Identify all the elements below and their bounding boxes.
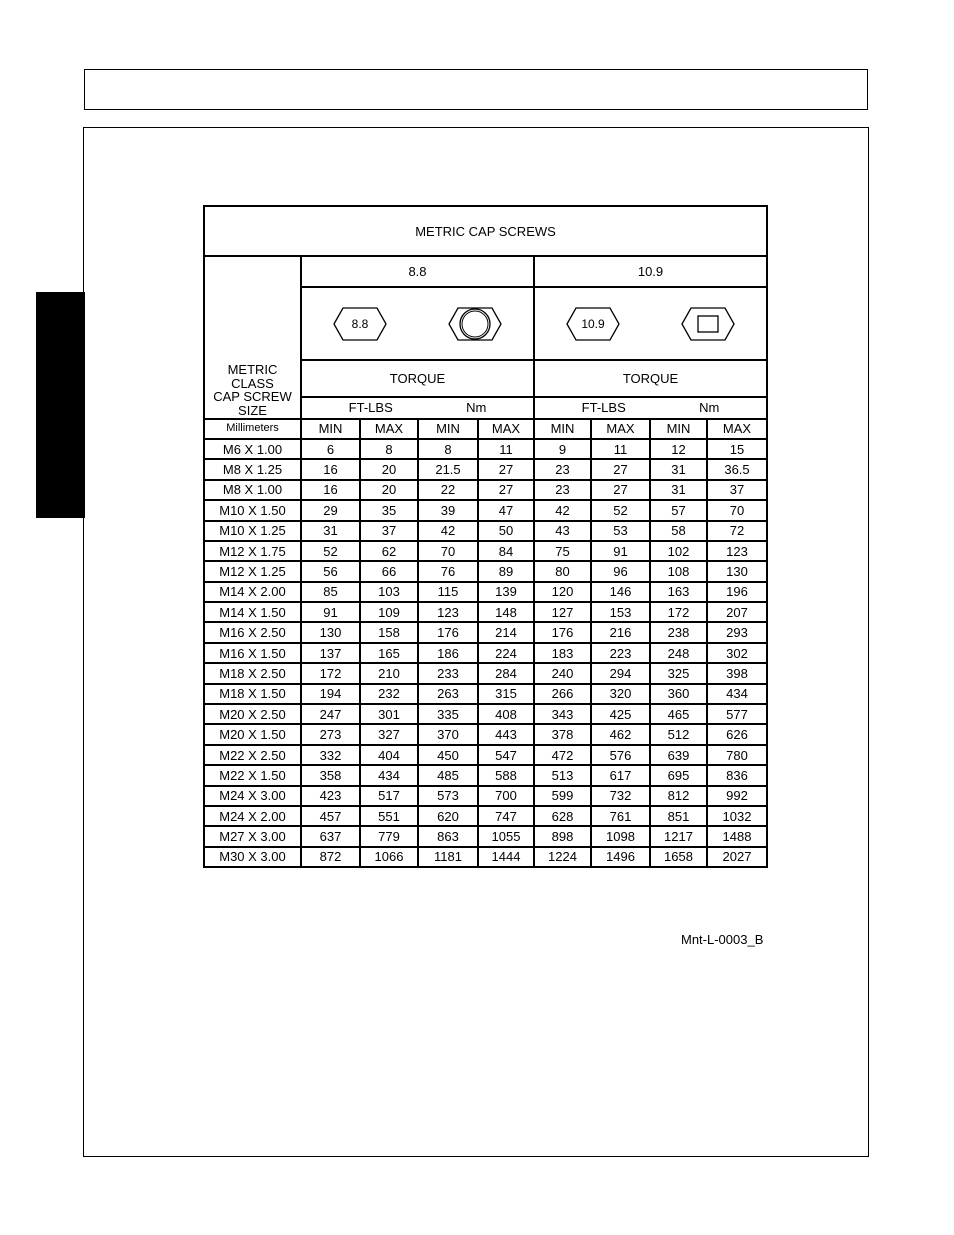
torque-value-cell: 56	[301, 561, 360, 581]
screw-size-cell: M24 X 2.00	[204, 806, 301, 826]
torque-value-cell: 551	[360, 806, 418, 826]
column-header: MAX	[591, 419, 650, 439]
hex-head-square-icon	[680, 306, 736, 342]
torque-value-cell: 123	[418, 602, 478, 622]
torque-value-cell: 248	[650, 643, 707, 663]
unit-ft-lbs: FT-LBS	[348, 400, 393, 416]
torque-value-cell: 588	[478, 765, 534, 785]
torque-value-cell: 35	[360, 500, 418, 520]
torque-value-cell: 224	[478, 643, 534, 663]
torque-value-cell: 42	[534, 500, 591, 520]
torque-value-cell: 434	[360, 765, 418, 785]
torque-value-cell: 196	[707, 582, 767, 602]
torque-value-cell: 66	[360, 561, 418, 581]
screw-size-cell: M8 X 1.25	[204, 459, 301, 479]
torque-value-cell: 91	[591, 541, 650, 561]
torque-value-cell: 851	[650, 806, 707, 826]
torque-value-cell: 53	[591, 521, 650, 541]
torque-value-cell: 315	[478, 684, 534, 704]
torque-value-cell: 186	[418, 643, 478, 663]
screw-size-cell: M16 X 1.50	[204, 643, 301, 663]
table-row	[204, 439, 767, 459]
torque-value-cell: 512	[650, 724, 707, 744]
torque-value-cell: 21.5	[418, 459, 478, 479]
torque-value-cell: 577	[707, 704, 767, 724]
torque-value-cell: 89	[478, 561, 534, 581]
torque-value-cell: 216	[591, 622, 650, 642]
torque-value-cell: 214	[478, 622, 534, 642]
torque-value-cell: 637	[301, 826, 360, 846]
screw-size-cell: M14 X 1.50	[204, 602, 301, 622]
torque-value-cell: 240	[534, 663, 591, 683]
table-row	[204, 561, 767, 581]
table-row	[204, 786, 767, 806]
torque-value-cell: 836	[707, 765, 767, 785]
torque-value-cell: 23	[534, 459, 591, 479]
torque-value-cell: 273	[301, 724, 360, 744]
torque-value-cell: 137	[301, 643, 360, 663]
torque-value-cell: 1496	[591, 847, 650, 867]
torque-value-cell: 16	[301, 480, 360, 500]
torque-value-cell: 52	[591, 500, 650, 520]
torque-value-cell: 465	[650, 704, 707, 724]
torque-value-cell: 1488	[707, 826, 767, 846]
column-header: MAX	[707, 419, 767, 439]
torque-value-cell: 183	[534, 643, 591, 663]
torque-value-cell: 91	[301, 602, 360, 622]
screw-size-cell: M30 X 3.00	[204, 847, 301, 867]
torque-value-cell: 84	[478, 541, 534, 561]
torque-value-cell: 103	[360, 582, 418, 602]
screw-size-cell: M18 X 2.50	[204, 663, 301, 683]
torque-value-cell: 378	[534, 724, 591, 744]
torque-value-cell: 31	[650, 459, 707, 479]
grade-10-9-icons	[534, 287, 767, 359]
screw-size-cell: M27 X 3.00	[204, 826, 301, 846]
torque-value-cell: 70	[418, 541, 478, 561]
page-header-box	[84, 69, 868, 110]
torque-value-cell: 404	[360, 745, 418, 765]
table-row	[204, 602, 767, 622]
screw-size-cell: M10 X 1.25	[204, 521, 301, 541]
document-code: Mnt-L-0003_B	[681, 932, 764, 947]
torque-value-cell: 284	[478, 663, 534, 683]
torque-value-cell: 108	[650, 561, 707, 581]
torque-value-cell: 1444	[478, 847, 534, 867]
torque-value-cell: 425	[591, 704, 650, 724]
torque-value-cell: 325	[650, 663, 707, 683]
torque-value-cell: 223	[591, 643, 650, 663]
table-row	[204, 480, 767, 500]
torque-value-cell: 20	[360, 459, 418, 479]
torque-value-cell: 27	[591, 459, 650, 479]
torque-value-cell: 732	[591, 786, 650, 806]
torque-value-cell: 109	[360, 602, 418, 622]
torque-value-cell: 176	[418, 622, 478, 642]
table-row	[204, 582, 767, 602]
torque-value-cell: 176	[534, 622, 591, 642]
column-header: MAX	[360, 419, 418, 439]
svg-text:8.8: 8.8	[351, 316, 369, 331]
torque-value-cell: 1217	[650, 826, 707, 846]
torque-value-cell: 1181	[418, 847, 478, 867]
screw-size-cell: M14 X 2.00	[204, 582, 301, 602]
screw-size-cell: M12 X 1.25	[204, 561, 301, 581]
torque-value-cell: 1055	[478, 826, 534, 846]
torque-value-cell: 96	[591, 561, 650, 581]
torque-value-cell: 872	[301, 847, 360, 867]
torque-value-cell: 639	[650, 745, 707, 765]
torque-value-cell: 517	[360, 786, 418, 806]
torque-value-cell: 343	[534, 704, 591, 724]
column-header: MIN	[534, 419, 591, 439]
torque-value-cell: 450	[418, 745, 478, 765]
size-unit-cell: Millimeters	[204, 419, 301, 439]
torque-value-cell: 130	[707, 561, 767, 581]
table-row	[204, 541, 767, 561]
table-row	[204, 745, 767, 765]
torque-value-cell: 628	[534, 806, 591, 826]
screw-size-cell: M22 X 1.50	[204, 765, 301, 785]
torque-value-cell: 812	[650, 786, 707, 806]
table-row	[204, 847, 767, 867]
torque-value-cell: 37	[707, 480, 767, 500]
torque-value-cell: 302	[707, 643, 767, 663]
column-header: MIN	[650, 419, 707, 439]
grade-10-9-units	[534, 397, 767, 419]
torque-value-cell: 158	[360, 622, 418, 642]
torque-value-cell: 172	[650, 602, 707, 622]
torque-value-cell: 408	[478, 704, 534, 724]
torque-value-cell: 2027	[707, 847, 767, 867]
torque-value-cell: 327	[360, 724, 418, 744]
torque-value-cell: 620	[418, 806, 478, 826]
torque-value-cell: 31	[650, 480, 707, 500]
torque-value-cell: 148	[478, 602, 534, 622]
torque-value-cell: 12	[650, 439, 707, 459]
torque-value-cell: 238	[650, 622, 707, 642]
torque-value-cell: 27	[478, 459, 534, 479]
screw-size-cell: M20 X 1.50	[204, 724, 301, 744]
table-row	[204, 806, 767, 826]
screw-size-cell: M22 X 2.50	[204, 745, 301, 765]
torque-value-cell: 1032	[707, 806, 767, 826]
torque-value-cell: 547	[478, 745, 534, 765]
torque-value-cell: 232	[360, 684, 418, 704]
size-column-header: METRIC CLASS CAP SCREW SIZE	[204, 256, 301, 419]
grade-8-8-icons	[301, 287, 534, 359]
unit-nm: Nm	[466, 400, 487, 416]
screw-size-cell: M12 X 1.75	[204, 541, 301, 561]
torque-value-cell: 62	[360, 541, 418, 561]
table-row	[204, 521, 767, 541]
torque-value-cell: 115	[418, 582, 478, 602]
torque-value-cell: 210	[360, 663, 418, 683]
unit-nm: Nm	[699, 400, 720, 416]
torque-value-cell: 1224	[534, 847, 591, 867]
torque-value-cell: 37	[360, 521, 418, 541]
column-header: MAX	[478, 419, 534, 439]
torque-value-cell: 992	[707, 786, 767, 806]
torque-value-cell: 360	[650, 684, 707, 704]
torque-value-cell: 398	[707, 663, 767, 683]
torque-value-cell: 233	[418, 663, 478, 683]
table-row	[204, 663, 767, 683]
section-tab	[36, 292, 85, 518]
torque-value-cell: 102	[650, 541, 707, 561]
torque-value-cell: 370	[418, 724, 478, 744]
table-row	[204, 684, 767, 704]
torque-value-cell: 42	[418, 521, 478, 541]
torque-value-cell: 263	[418, 684, 478, 704]
table-row	[204, 643, 767, 663]
torque-value-cell: 434	[707, 684, 767, 704]
hex-head-circle-icon	[447, 306, 503, 342]
torque-value-cell: 139	[478, 582, 534, 602]
screw-size-cell: M8 X 1.00	[204, 480, 301, 500]
torque-value-cell: 700	[478, 786, 534, 806]
torque-value-cell: 513	[534, 765, 591, 785]
torque-value-cell: 462	[591, 724, 650, 744]
torque-value-cell: 75	[534, 541, 591, 561]
torque-value-cell: 23	[534, 480, 591, 500]
torque-value-cell: 266	[534, 684, 591, 704]
torque-value-cell: 85	[301, 582, 360, 602]
torque-value-cell: 207	[707, 602, 767, 622]
torque-value-cell: 898	[534, 826, 591, 846]
torque-value-cell: 130	[301, 622, 360, 642]
torque-value-cell: 146	[591, 582, 650, 602]
torque-value-cell: 50	[478, 521, 534, 541]
torque-value-cell: 863	[418, 826, 478, 846]
torque-value-cell: 39	[418, 500, 478, 520]
torque-value-cell: 301	[360, 704, 418, 724]
torque-value-cell: 335	[418, 704, 478, 724]
torque-value-cell: 332	[301, 745, 360, 765]
torque-value-cell: 76	[418, 561, 478, 581]
torque-value-cell: 8	[418, 439, 478, 459]
torque-value-cell: 15	[707, 439, 767, 459]
table-row	[204, 765, 767, 785]
svg-text:10.9: 10.9	[581, 316, 605, 331]
torque-value-cell: 120	[534, 582, 591, 602]
torque-value-cell: 1066	[360, 847, 418, 867]
torque-value-cell: 294	[591, 663, 650, 683]
torque-value-cell: 626	[707, 724, 767, 744]
torque-value-cell: 1098	[591, 826, 650, 846]
torque-value-cell: 194	[301, 684, 360, 704]
torque-value-cell: 1658	[650, 847, 707, 867]
torque-value-cell: 599	[534, 786, 591, 806]
screw-size-cell: M18 X 1.50	[204, 684, 301, 704]
torque-value-cell: 16	[301, 459, 360, 479]
torque-value-cell: 6	[301, 439, 360, 459]
torque-value-cell: 27	[478, 480, 534, 500]
metric-cap-screw-torque-table	[203, 205, 768, 868]
table-row	[204, 500, 767, 520]
torque-value-cell: 573	[418, 786, 478, 806]
torque-value-cell: 127	[534, 602, 591, 622]
grade-8-8-torque-label: TORQUE	[301, 360, 534, 397]
table-row	[204, 459, 767, 479]
column-header: MIN	[418, 419, 478, 439]
torque-value-cell: 11	[591, 439, 650, 459]
table-row	[204, 622, 767, 642]
torque-value-cell: 172	[301, 663, 360, 683]
torque-value-cell: 747	[478, 806, 534, 826]
torque-value-cell: 31	[301, 521, 360, 541]
grade-10-9-torque-label: TORQUE	[534, 360, 767, 397]
torque-value-cell: 293	[707, 622, 767, 642]
torque-value-cell: 47	[478, 500, 534, 520]
torque-value-cell: 617	[591, 765, 650, 785]
torque-value-cell: 52	[301, 541, 360, 561]
table-row	[204, 826, 767, 846]
screw-size-cell: M10 X 1.50	[204, 500, 301, 520]
grade-8-8-units	[301, 397, 534, 419]
torque-value-cell: 123	[707, 541, 767, 561]
screw-size-cell: M24 X 3.00	[204, 786, 301, 806]
torque-value-cell: 320	[591, 684, 650, 704]
torque-value-cell: 8	[360, 439, 418, 459]
torque-value-cell: 72	[707, 521, 767, 541]
torque-value-cell: 780	[707, 745, 767, 765]
table-title: METRIC CAP SCREWS	[204, 206, 767, 256]
torque-value-cell: 9	[534, 439, 591, 459]
torque-value-cell: 779	[360, 826, 418, 846]
torque-value-cell: 11	[478, 439, 534, 459]
column-header: MIN	[301, 419, 360, 439]
torque-value-cell: 57	[650, 500, 707, 520]
hex-head-marked-icon	[565, 306, 621, 342]
torque-value-cell: 443	[478, 724, 534, 744]
torque-value-cell: 457	[301, 806, 360, 826]
torque-value-cell: 29	[301, 500, 360, 520]
screw-size-cell: M16 X 2.50	[204, 622, 301, 642]
torque-value-cell: 27	[591, 480, 650, 500]
torque-value-cell: 761	[591, 806, 650, 826]
torque-value-cell: 36.5	[707, 459, 767, 479]
torque-value-cell: 576	[591, 745, 650, 765]
grade-10-9-header: 10.9	[534, 256, 767, 287]
hex-head-marked-icon	[332, 306, 388, 342]
torque-value-cell: 247	[301, 704, 360, 724]
screw-size-cell: M20 X 2.50	[204, 704, 301, 724]
torque-value-cell: 485	[418, 765, 478, 785]
torque-value-cell: 153	[591, 602, 650, 622]
torque-value-cell: 695	[650, 765, 707, 785]
grade-8-8-header: 8.8	[301, 256, 534, 287]
torque-value-cell: 43	[534, 521, 591, 541]
torque-value-cell: 165	[360, 643, 418, 663]
torque-value-cell: 22	[418, 480, 478, 500]
torque-value-cell: 358	[301, 765, 360, 785]
table-row	[204, 704, 767, 724]
torque-value-cell: 163	[650, 582, 707, 602]
torque-value-cell: 58	[650, 521, 707, 541]
screw-size-cell: M6 X 1.00	[204, 439, 301, 459]
table-row	[204, 724, 767, 744]
torque-value-cell: 80	[534, 561, 591, 581]
torque-value-cell: 423	[301, 786, 360, 806]
torque-value-cell: 20	[360, 480, 418, 500]
torque-value-cell: 70	[707, 500, 767, 520]
unit-ft-lbs: FT-LBS	[581, 400, 626, 416]
torque-value-cell: 472	[534, 745, 591, 765]
